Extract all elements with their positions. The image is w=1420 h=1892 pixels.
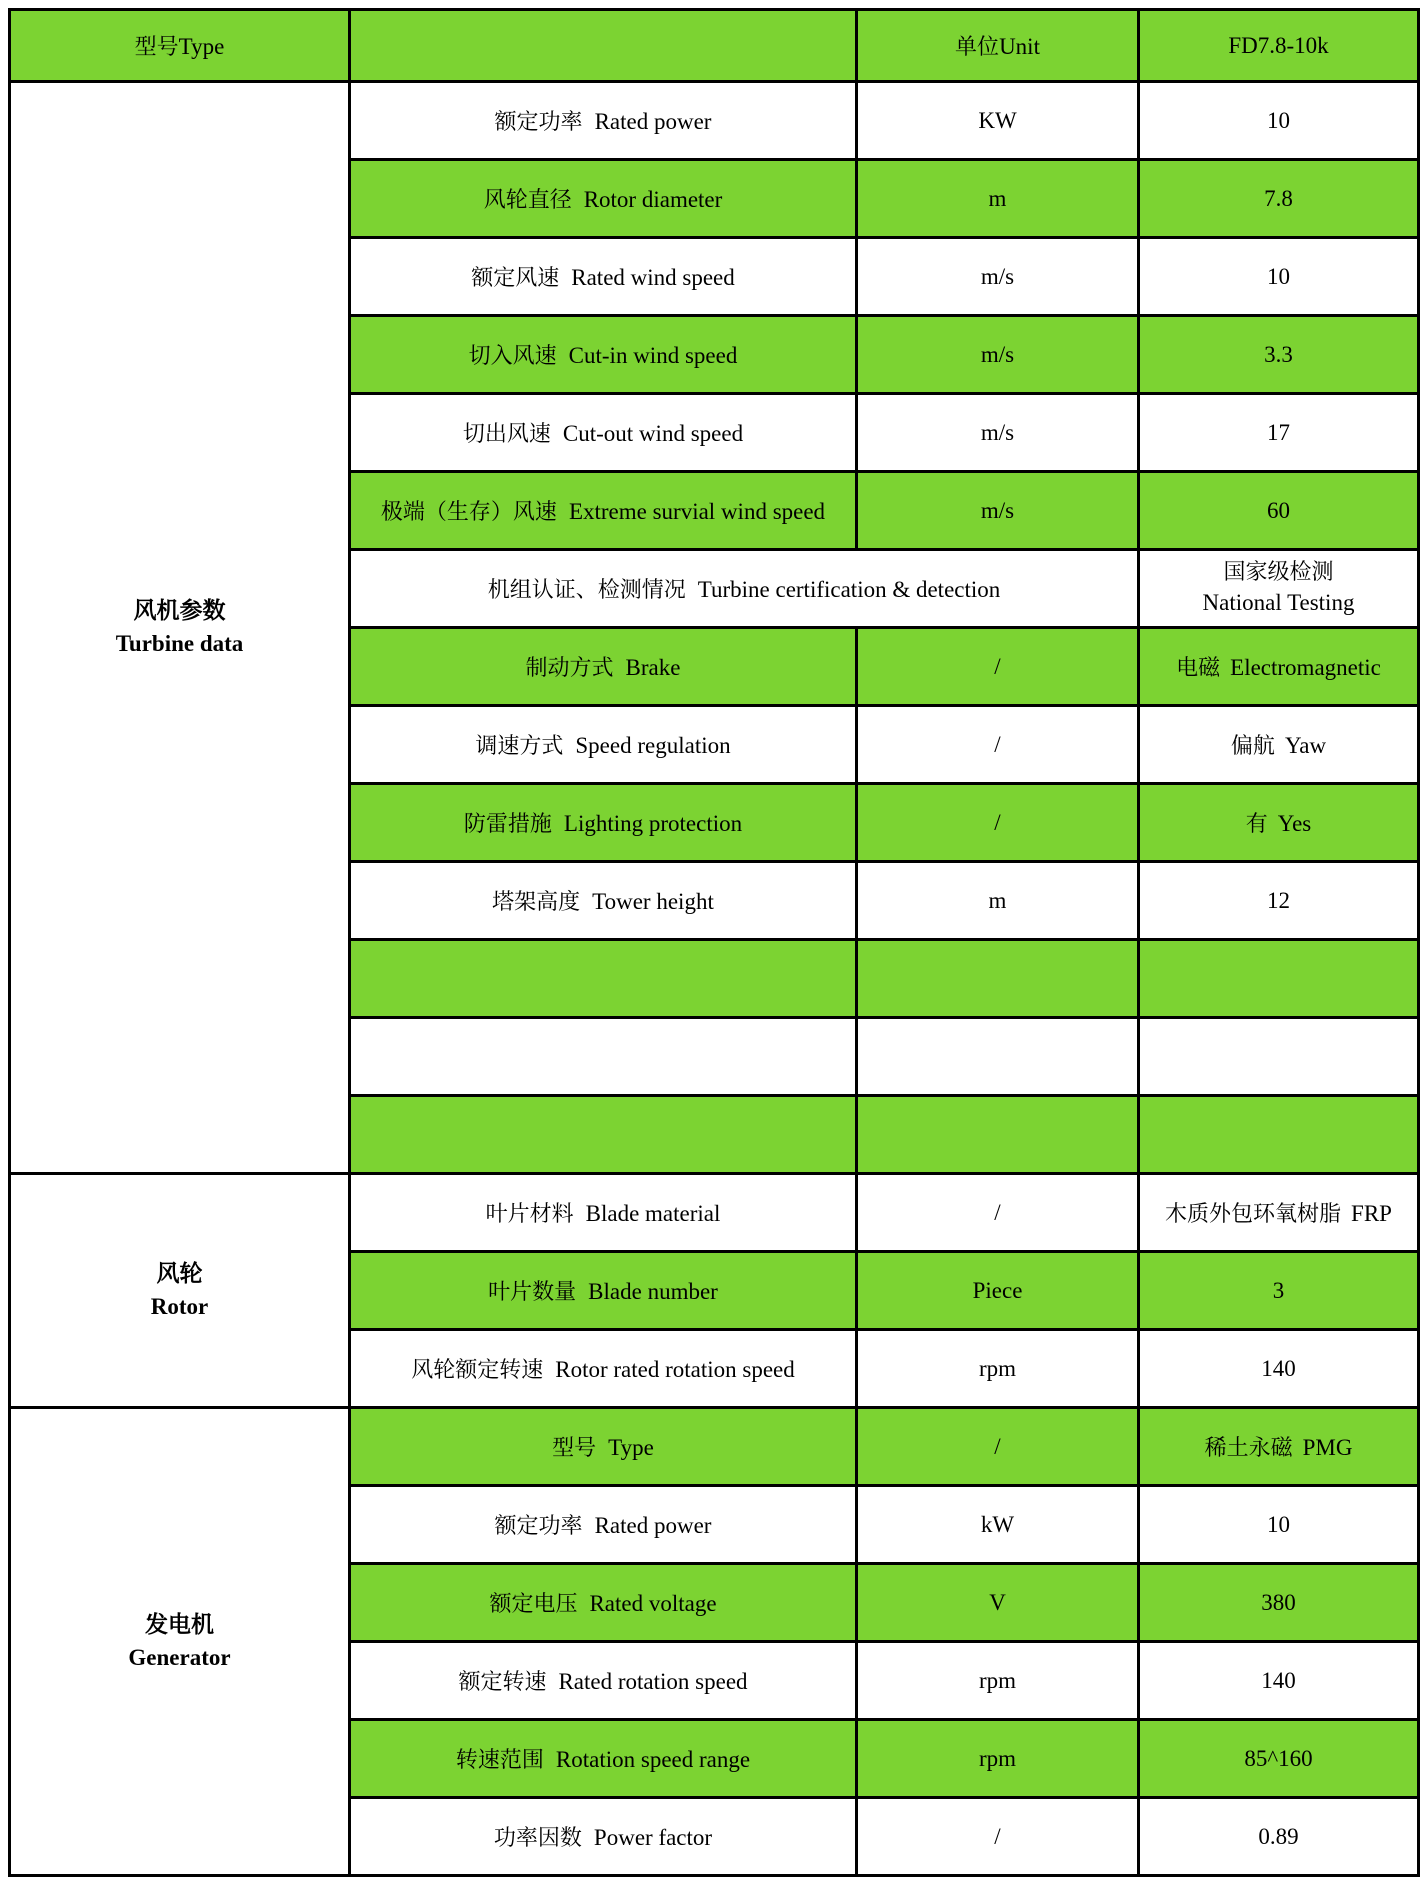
- row-label-cell: [350, 160, 857, 238]
- row-value-en: FRP: [1351, 1201, 1392, 1226]
- row-value-cell: [1139, 940, 1419, 1018]
- row-value-en: 85^160: [1244, 1745, 1313, 1771]
- row-label-en: Rated power: [594, 109, 712, 134]
- row-label-cell: [350, 784, 857, 862]
- row-label-cell: [350, 706, 857, 784]
- row-value-cell: [1139, 1798, 1419, 1876]
- row-value-cell: [1139, 1174, 1419, 1252]
- row-value-zh: 电磁: [1176, 656, 1221, 681]
- row-label-zh: 制动方式: [525, 656, 614, 681]
- row-value-cell: [1139, 238, 1419, 316]
- row-unit-cell: m/s: [857, 472, 1139, 550]
- table-row: [10, 82, 1419, 160]
- row-unit-cell: /: [857, 1798, 1139, 1876]
- header-type-cell: [10, 10, 350, 82]
- row-value-zh: 国家级检测: [1223, 560, 1334, 586]
- row-unit-cell: [857, 1096, 1139, 1174]
- table-row: [10, 1408, 1419, 1486]
- header-row: [10, 10, 1419, 82]
- section-label-cell: [10, 1174, 350, 1408]
- row-label-cell: [350, 316, 857, 394]
- row-label-zh: 风轮额定转速: [411, 1358, 544, 1383]
- row-label-cell: [350, 628, 857, 706]
- row-label-zh: 额定电压: [489, 1592, 578, 1617]
- row-label-cell: [350, 862, 857, 940]
- row-label-en: Lighting protection: [563, 811, 743, 836]
- row-value-cell: [1139, 1096, 1419, 1174]
- row-value-en: 17: [1267, 419, 1290, 445]
- section-label-cell: [10, 82, 350, 1174]
- row-label-cell: [350, 394, 857, 472]
- row-unit-cell: m/s: [857, 238, 1139, 316]
- row-unit-cell: Piece: [857, 1252, 1139, 1330]
- row-label-en: Rotor rated rotation speed: [555, 1357, 795, 1382]
- row-unit-cell: /: [857, 784, 1139, 862]
- row-label-cell: [350, 1798, 857, 1876]
- row-label-en: Brake: [625, 655, 681, 680]
- row-label-zh: 机组认证、检测情况: [487, 578, 686, 603]
- row-unit-cell: kW: [857, 1486, 1139, 1564]
- row-unit-cell: /: [857, 1174, 1139, 1252]
- section-label-en: Turbine data: [115, 630, 244, 656]
- row-label-zh: 额定转速: [458, 1670, 547, 1695]
- row-label-cell: [350, 1564, 857, 1642]
- row-unit-cell: V: [857, 1564, 1139, 1642]
- row-unit-cell: /: [857, 628, 1139, 706]
- row-label-cell: [350, 940, 857, 1018]
- row-value-cell: [1139, 706, 1419, 784]
- row-label-en: Rated rotation speed: [558, 1669, 748, 1694]
- row-unit-cell: m: [857, 160, 1139, 238]
- row-value-cell: [1139, 1330, 1419, 1408]
- row-value-en: 60: [1267, 497, 1290, 523]
- row-label-en: Rated wind speed: [571, 265, 735, 290]
- row-label-cell: [350, 82, 857, 160]
- row-label-zh: 塔架高度: [492, 890, 581, 915]
- row-unit-cell: m: [857, 862, 1139, 940]
- row-unit-cell: [857, 940, 1139, 1018]
- row-value-cell: [1139, 1564, 1419, 1642]
- row-value-cell: [1139, 1018, 1419, 1096]
- row-label-zh: 额定风速: [471, 266, 560, 291]
- header-unit-label-en: Unit: [999, 34, 1040, 59]
- row-label-zh: 额定功率: [494, 110, 583, 135]
- row-unit-cell: rpm: [857, 1642, 1139, 1720]
- row-unit-cell: KW: [857, 82, 1139, 160]
- row-value-en: PMG: [1302, 1435, 1353, 1460]
- row-label-cell: [350, 472, 857, 550]
- row-unit-cell: /: [857, 1408, 1139, 1486]
- row-value-cell: [1139, 862, 1419, 940]
- row-label-en: Rotor diameter: [583, 187, 723, 212]
- row-label-cell: [350, 1642, 857, 1720]
- row-label-cell: [350, 1174, 857, 1252]
- section-label-zh: 发电机: [145, 1612, 214, 1639]
- section-label-cell: [10, 1408, 350, 1876]
- header-parameter-cell: [350, 10, 857, 82]
- row-label-cell: [350, 1252, 857, 1330]
- row-label-zh: 功率因数: [493, 1826, 582, 1851]
- row-label-zh: 切出风速: [462, 422, 551, 447]
- row-value-cell: [1139, 472, 1419, 550]
- row-unit-cell: m/s: [857, 316, 1139, 394]
- turbine-spec-table: [8, 8, 1420, 1877]
- row-label-en: Tower height: [592, 889, 714, 914]
- row-label-zh: 调速方式: [475, 734, 564, 759]
- row-label-zh: 型号: [552, 1436, 597, 1461]
- row-value-en: Yaw: [1284, 733, 1327, 758]
- row-unit-cell: rpm: [857, 1330, 1139, 1408]
- row-value-en: 0.89: [1258, 1823, 1299, 1849]
- row-value-en: 7.8: [1264, 185, 1293, 211]
- row-value-cell: [1139, 550, 1419, 628]
- row-label-zh: 叶片数量: [488, 1280, 577, 1305]
- row-label-cell: [350, 550, 1139, 628]
- row-label-cell: [350, 1408, 857, 1486]
- row-value-en: 140: [1261, 1355, 1296, 1381]
- row-label-cell: [350, 1486, 857, 1564]
- row-value-en: 380: [1261, 1589, 1296, 1615]
- row-label-en: Turbine certification & detection: [697, 577, 1001, 602]
- row-value-cell: [1139, 316, 1419, 394]
- row-value-en: 10: [1267, 1511, 1290, 1537]
- row-value-cell: [1139, 394, 1419, 472]
- row-value-zh: 稀土永磁: [1204, 1436, 1293, 1461]
- row-value-en: 3.3: [1264, 341, 1293, 367]
- row-label-cell: [350, 1330, 857, 1408]
- row-label-cell: [350, 1720, 857, 1798]
- row-value-en: 10: [1267, 107, 1290, 133]
- row-unit-cell: /: [857, 706, 1139, 784]
- row-label-en: Rotation speed range: [555, 1747, 751, 1772]
- row-value-zh: 偏航: [1230, 734, 1275, 759]
- row-label-en: Cut-out wind speed: [562, 421, 744, 446]
- row-label-zh: 转速范围: [455, 1748, 544, 1773]
- row-value-en: National Testing: [1202, 589, 1355, 615]
- row-label-en: Type: [608, 1435, 654, 1460]
- header-unit-label-zh: 单位: [955, 35, 1000, 60]
- row-label-zh: 额定功率: [494, 1514, 583, 1539]
- row-label-en: Rated voltage: [589, 1591, 717, 1616]
- header-type-label-en: Type: [178, 34, 225, 59]
- row-unit-cell: rpm: [857, 1720, 1139, 1798]
- row-value-cell: [1139, 784, 1419, 862]
- section-label-zh: 风机参数: [133, 598, 226, 625]
- table-row: [10, 1174, 1419, 1252]
- row-label-en: Rated power: [594, 1513, 712, 1538]
- row-value-cell: [1139, 1642, 1419, 1720]
- row-label-zh: 防雷措施: [463, 812, 552, 837]
- header-type-label-zh: 型号: [134, 35, 179, 60]
- row-value-cell: [1139, 1408, 1419, 1486]
- section-label-en: Rotor: [150, 1293, 209, 1319]
- row-unit-cell: m/s: [857, 394, 1139, 472]
- row-value-zh: 有: [1245, 812, 1268, 837]
- section-label-zh: 风轮: [156, 1261, 203, 1288]
- row-value-en: Yes: [1277, 811, 1312, 836]
- row-label-en: Speed regulation: [575, 733, 731, 758]
- row-label-cell: [350, 1096, 857, 1174]
- row-label-en: Extreme survial wind speed: [568, 499, 826, 524]
- row-value-zh: 木质外包环氧树脂: [1165, 1202, 1342, 1227]
- row-label-zh: 极端（生存）风速: [380, 500, 557, 525]
- row-value-cell: [1139, 1720, 1419, 1798]
- row-label-cell: [350, 238, 857, 316]
- row-label-zh: 风轮直径: [483, 188, 572, 213]
- section-label-en: Generator: [128, 1644, 231, 1670]
- row-value-cell: [1139, 1486, 1419, 1564]
- row-label-en: Cut-in wind speed: [568, 343, 738, 368]
- row-label-cell: [350, 1018, 857, 1096]
- row-label-en: Blade number: [588, 1279, 718, 1304]
- row-value-en: 12: [1267, 887, 1290, 913]
- row-label-zh: 切入风速: [468, 344, 557, 369]
- header-unit-cell: [857, 10, 1139, 82]
- row-value-en: 3: [1272, 1277, 1285, 1303]
- row-value-cell: [1139, 628, 1419, 706]
- row-label-en: Blade material: [585, 1201, 721, 1226]
- row-value-cell: [1139, 1252, 1419, 1330]
- row-value-cell: [1139, 160, 1419, 238]
- row-value-en: Electromagnetic: [1230, 655, 1381, 680]
- row-value-en: 10: [1267, 263, 1290, 289]
- row-label-en: Power factor: [593, 1825, 713, 1850]
- row-value-cell: [1139, 82, 1419, 160]
- row-unit-cell: [857, 1018, 1139, 1096]
- row-value-en: 140: [1261, 1667, 1296, 1693]
- row-label-zh: 叶片材料: [485, 1202, 574, 1227]
- header-model-cell: [1139, 10, 1419, 82]
- header-model-label: FD7.8-10k: [1228, 32, 1329, 58]
